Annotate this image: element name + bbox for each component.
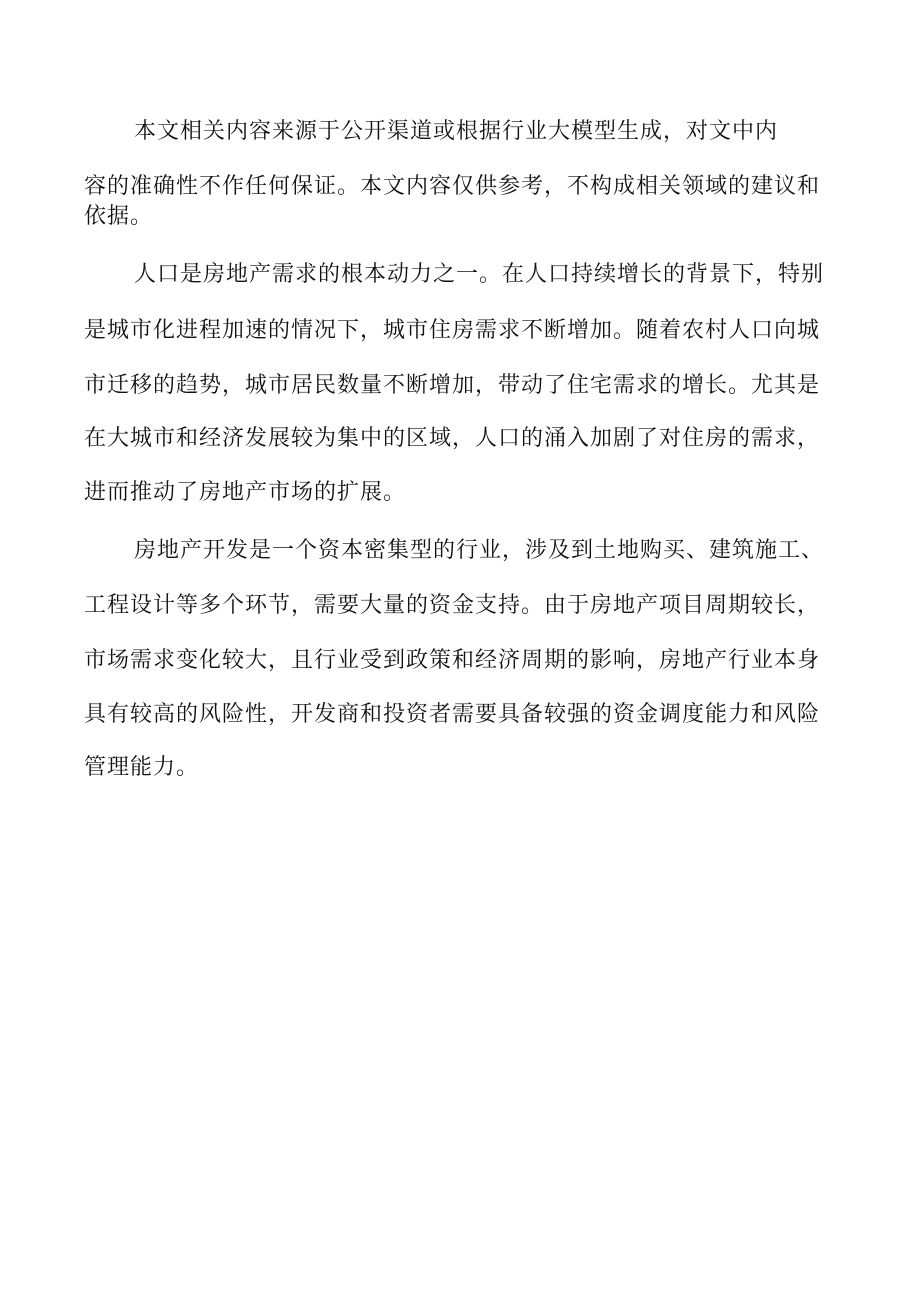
paragraph-line: 进而推动了房地产市场的扩展。 — [84, 480, 407, 505]
paragraph-line: 具有较高的风险性，开发商和投资者需要具备较强的资金调度能力和风险 — [84, 702, 821, 727]
paragraph-line: 工程设计等多个环节，需要大量的资金支持。由于房地产项目周期较长， — [84, 593, 821, 618]
paragraph-line: 本文相关内容来源于公开渠道或根据行业大模型生成，对文中内 — [134, 119, 779, 144]
paragraph-line: 管理能力。 — [84, 755, 200, 780]
paragraph-line: 在大城市和经济发展较为集中的区域，人口的涌入加剧了对住房的需求， — [84, 426, 821, 451]
paragraph-line: 是城市化进程加速的情况下，城市住房需求不断增加。随着农村人口向城 — [84, 318, 821, 343]
paragraph-line: 市迁移的趋势，城市居民数量不断增加，带动了住宅需求的增长。尤其是 — [84, 373, 821, 398]
paragraph-line: 房地产开发是一个资本密集型的行业，涉及到土地购买、建筑施工、 — [134, 538, 825, 563]
paragraph-line: 依据。 — [84, 204, 154, 229]
paragraph-line: 市场需求变化较大，且行业受到政策和经济周期的影响，房地产行业本身 — [84, 648, 821, 673]
paragraph-line: 人口是房地产需求的根本动力之一。在人口持续增长的背景下，特别 — [134, 262, 825, 287]
paragraph-line: 容的准确性不作任何保证。本文内容仅供参考，不构成相关领域的建议和 — [84, 174, 821, 199]
